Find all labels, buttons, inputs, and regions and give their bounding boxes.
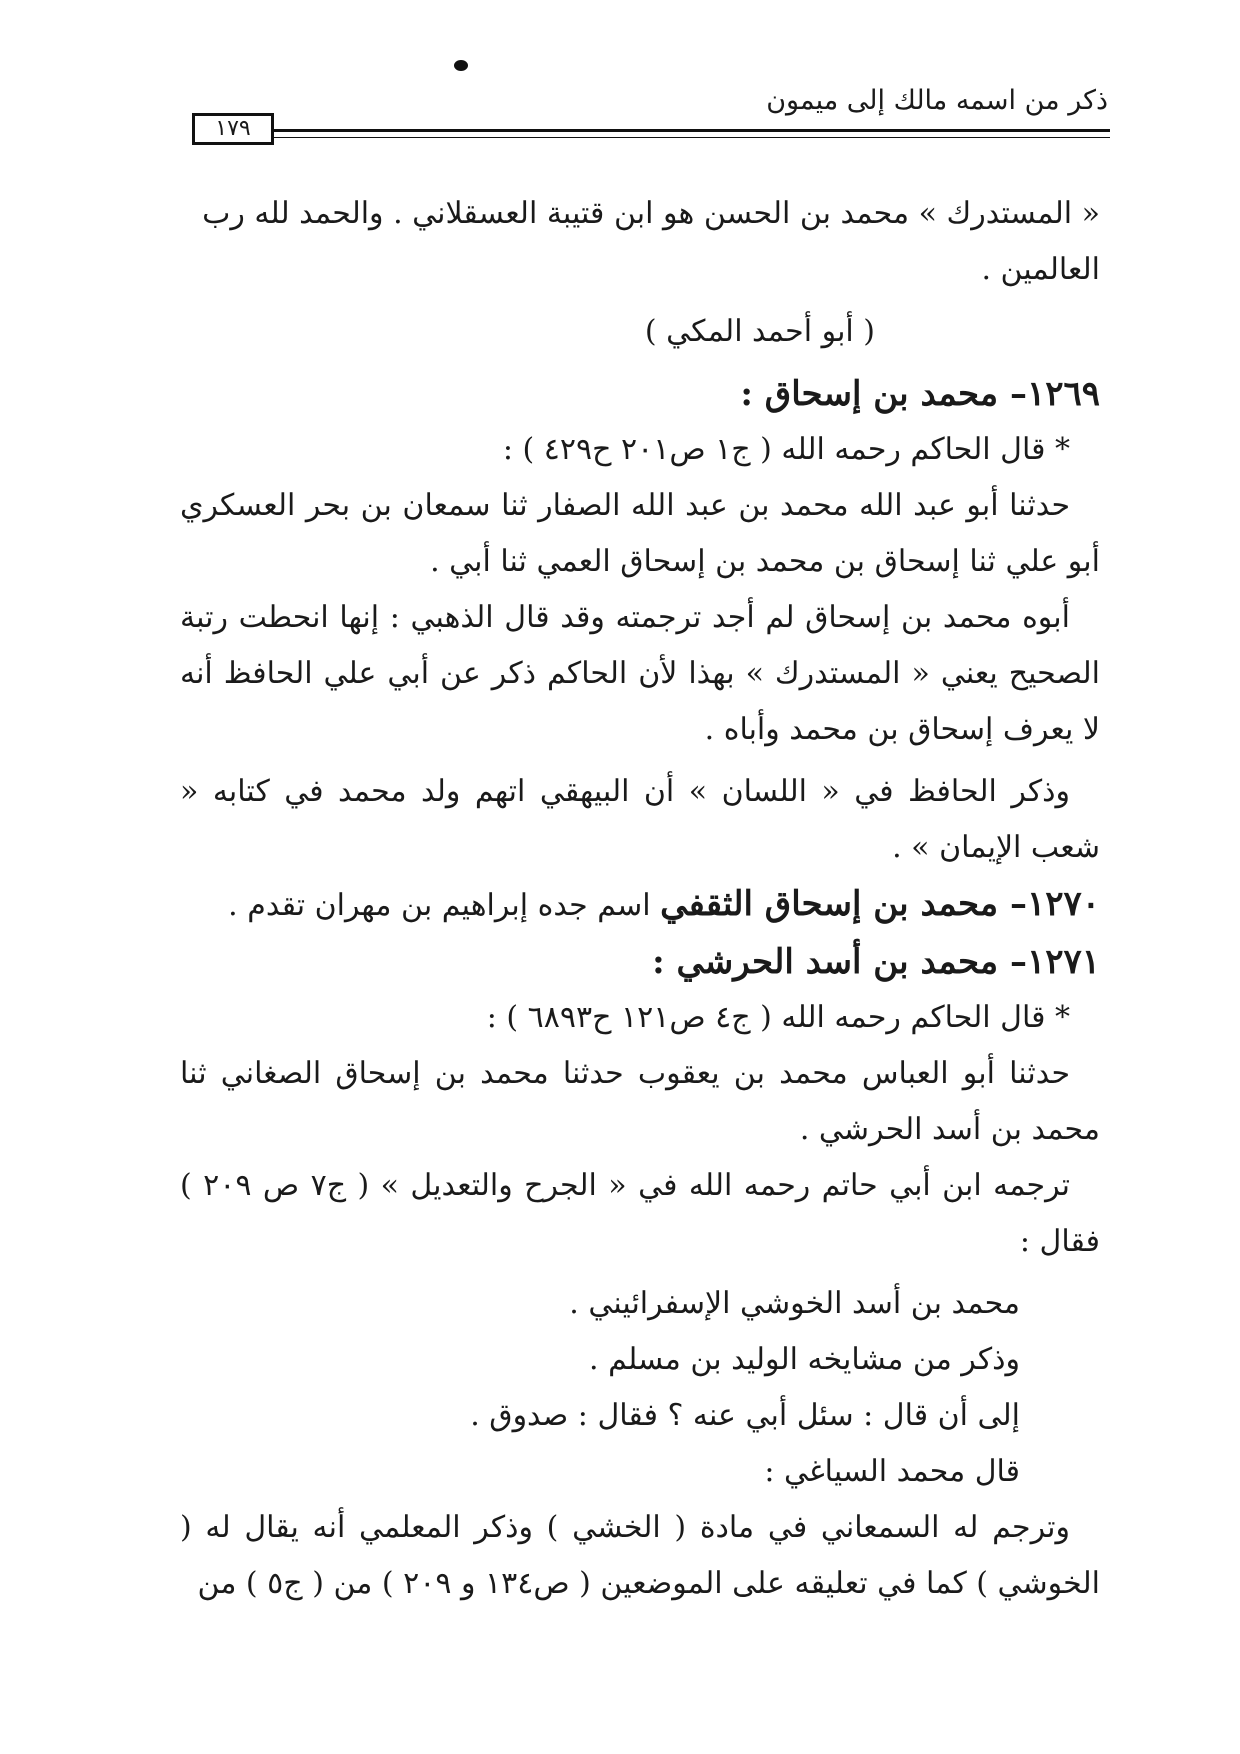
header-rule-thin xyxy=(274,137,1110,138)
main-text xyxy=(180,186,1100,1612)
quote-line-3: إلى أن قال : سئل أبي عنه ؟ فقال : صدوق . xyxy=(470,1398,1020,1433)
comment-1269-b: وذكر الحافظ في « اللسان » أن البيهقي اتهم ولد محمد في كتابه « شعب الإيمان » . xyxy=(180,774,1100,865)
entry-1270 xyxy=(180,876,1100,934)
entry-heading-1271: ١٢٧١– محمد بن أسد الحرشي : xyxy=(652,942,1100,982)
isnad-1271: حدثنا أبو العباس محمد بن يعقوب حدثنا محمد بن إسحاق الصغاني ثنا محمد بن أسد الحرشي . xyxy=(180,1056,1100,1147)
quote-line-2: وذكر من مشايخه الوليد بن مسلم . xyxy=(589,1342,1020,1377)
intro-line-end: العالمين . xyxy=(981,252,1100,287)
page-number: ١٧٩ xyxy=(192,113,274,145)
ink-dot xyxy=(454,60,468,71)
isnad-1269: حدثنا أبو عبد الله محمد بن عبد الله الصفار ثنا سمعان بن بحر العسكري أبو علي ثنا إسحاق بن محمد بن إسحاق العمي ثنا أبي . xyxy=(180,488,1100,579)
tarjama-1271: ترجمه ابن أبي حاتم رحمه الله في « الجرح والتعديل » ( ج٧ ص ٢٠٩ ) فقال : xyxy=(180,1168,1100,1259)
comment-1269-a: أبوه محمد بن إسحاق لم أجد ترجمته وقد قال الذهبي : إنها انحطت رتبة الصحيح يعني « المستدرك » بهذا لأن الحاكم ذكر عن أبي علي الحافظ أنه لا يعرف إسحاق بن محمد وأباه . xyxy=(180,600,1100,747)
entry-heading-1270: ١٢٧٠– محمد بن إسحاق الثقفي xyxy=(660,884,1100,924)
final-paragraph: وترجم له السمعاني في مادة ( الخشي ) وذكر المعلمي أنه يقال له ( الخوشي ) كما في تعليقه على الموضعين ( ص١٣٤ و ٢٠٩ ) من ( ج٥ ) من xyxy=(180,1510,1100,1601)
header-rule-thick xyxy=(274,129,1110,132)
intro-line: « المستدرك » محمد بن الحسن هو ابن قتيبة العسقلاني . والحمد لله رب xyxy=(202,196,1100,231)
citation-1269: * قال الحاكم رحمه الله ( ج١ ص٢٠١ ح٤٢٩ ) : xyxy=(502,432,1070,467)
running-head: ذكر من اسمه مالك إلى ميمون xyxy=(766,85,1108,116)
kunya-label: ( أبو أحمد المكي ) xyxy=(644,314,875,349)
citation-1271: * قال الحاكم رحمه الله ( ج٤ ص١٢١ ح٦٨٩٣ ) : xyxy=(486,1000,1070,1035)
entry-1270-text: اسم جده إبراهيم بن مهران تقدم . xyxy=(228,888,661,923)
quote-line-4: قال محمد السياغي : xyxy=(764,1454,1020,1489)
quote-line-1: محمد بن أسد الخوشي الإسفرائيني . xyxy=(569,1286,1020,1321)
entry-heading-1269: ١٢٦٩– محمد بن إسحاق : xyxy=(740,374,1100,414)
